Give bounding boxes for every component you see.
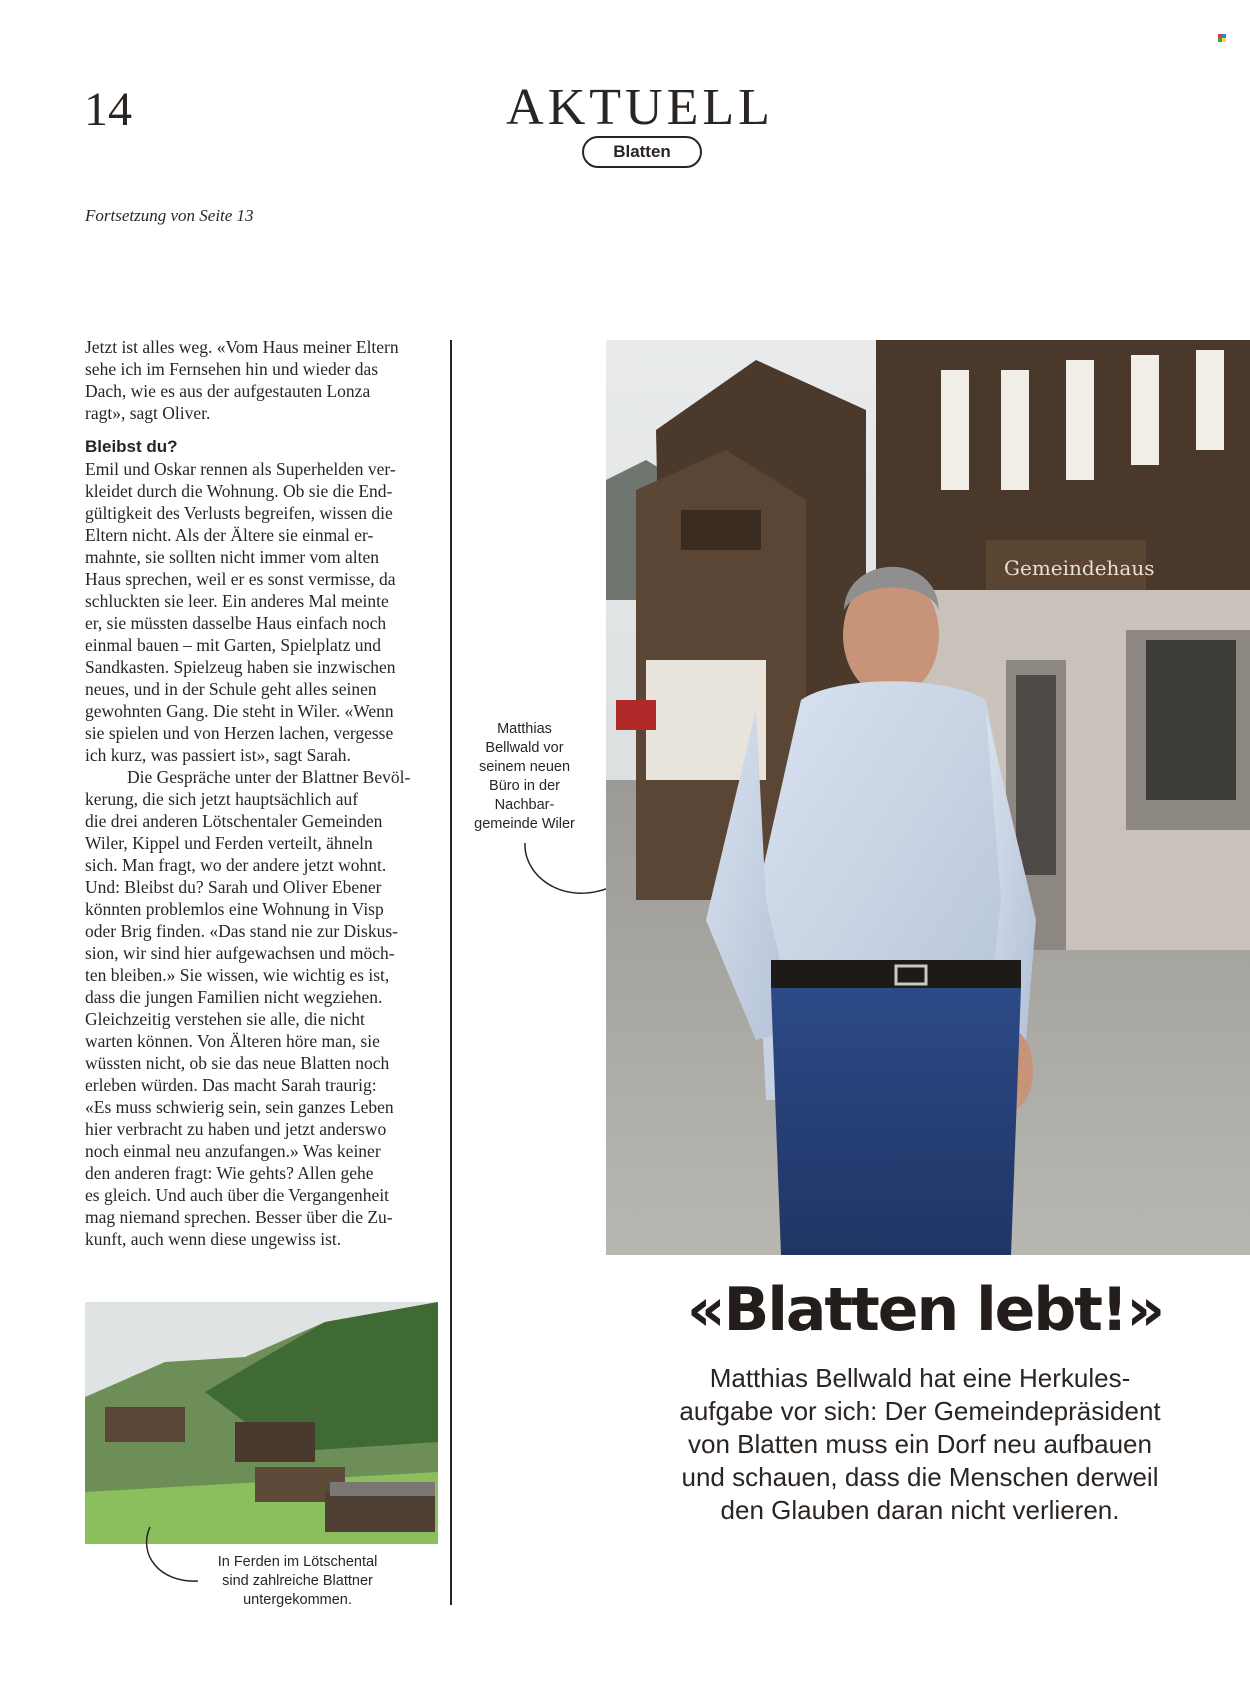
section-title: AKTUELL — [506, 79, 774, 136]
body-line: schluckten sie leer. Ein anderes Mal meinte — [85, 591, 389, 611]
body-line: wüssten nicht, ob sie das neue Blatten noch — [85, 1053, 390, 1073]
sign-text: Gemeindehaus — [1004, 556, 1155, 580]
body-line: könnten problemlos eine Wohnung in Visp — [85, 899, 384, 919]
body-line: oder Brig finden. «Das stand nie zur Diskus- — [85, 921, 398, 941]
body-line: noch einmal neu anzufangen.» Was keiner — [85, 1141, 381, 1161]
ferden-village-photo — [85, 1302, 438, 1544]
body-line: Und: Bleibst du? Sarah und Oliver Ebener — [85, 877, 382, 897]
body-line: warten können. Von Älteren höre man, sie — [85, 1031, 380, 1051]
print-color-mark — [1218, 34, 1226, 42]
paragraph-1 — [85, 336, 440, 424]
continuation-note: Fortsetzung von Seite 13 — [85, 206, 254, 225]
body-line: kleidet durch die Wohnung. Ob sie die End- — [85, 481, 393, 501]
body-line: die drei anderen Lötschentaler Gemeinden — [85, 811, 383, 831]
subheading: Bleibst du? — [85, 437, 178, 456]
body-line: Jetzt ist alles weg. «Vom Haus meiner Eltern — [85, 337, 399, 357]
caption-line: In Ferden im Lötschental — [217, 1554, 378, 1570]
body-line: «Es muss schwierig sein, sein ganzes Leben — [85, 1097, 394, 1117]
caption-line: Bellwald vor — [485, 740, 564, 756]
body-line: kunft, auch wenn diese ungewiss ist. — [85, 1229, 342, 1249]
paragraph-2 — [85, 458, 440, 766]
body-line: Haus sprechen, weil er es sonst vermisse, da — [85, 569, 396, 589]
body-line: neues, und in der Schule geht alles seinen — [85, 679, 377, 699]
deck-line: Matthias Bellwald hat eine Herkules- — [709, 1363, 1131, 1393]
body-line: Wiler, Kippel und Ferden verteilt, ähneln — [85, 833, 373, 853]
caption-line: Büro in der — [489, 778, 560, 794]
body-line: sion, wir sind hier aufgewachsen und möch- — [85, 943, 395, 963]
caption-line: gemeinde Wiler — [474, 816, 575, 832]
column-divider — [450, 340, 452, 1605]
body-line: Emil und Oskar rennen als Superhelden ver- — [85, 459, 396, 479]
caption-line: Matthias — [497, 721, 552, 737]
paragraph-3 — [85, 766, 440, 1250]
caption-line: seinem neuen — [478, 759, 571, 775]
caption-line: sind zahlreiche Blattner — [222, 1573, 373, 1589]
body-line: einmal bauen – mit Garten, Spielplatz und — [85, 635, 381, 655]
body-line: Sandkasten. Spielzeug haben sie inzwischen — [85, 657, 396, 677]
body-line: sie spielen und von Herzen lachen, vergesse — [85, 723, 394, 743]
body-line: den anderen fragt: Wie gehts? Allen gehe — [85, 1163, 374, 1183]
body-line: Die Gespräche unter der Blattner Bevöl- — [127, 767, 411, 787]
body-line: Gleichzeitig verstehen sie alle, die nicht — [85, 1009, 365, 1029]
body-line: sich. Man fragt, wo der andere jetzt wohnt. — [85, 855, 387, 875]
body-line: mag niemand sprechen. Besser über die Zu- — [85, 1207, 393, 1227]
body-line: es gleich. Und auch über die Vergangenheit — [85, 1185, 390, 1205]
deck-line: den Glauben daran nicht verlieren. — [720, 1495, 1120, 1525]
body-line: kerung, die sich jetzt hauptsächlich auf — [85, 789, 359, 809]
body-line: erleben würden. Das macht Sarah traurig: — [85, 1075, 377, 1095]
body-line: Eltern nicht. Als der Ältere sie einmal er- — [85, 525, 374, 545]
body-line: mahnte, sie sollten nicht immer vom alten — [85, 547, 380, 567]
portrait-photo — [606, 340, 1250, 1255]
body-line: dass die jungen Familien nicht wegziehen. — [85, 987, 383, 1007]
section-tag: Blatten — [582, 136, 702, 168]
deck-line: und schauen, dass die Menschen derweil — [681, 1462, 1159, 1492]
deck-text — [640, 1362, 1200, 1527]
caption-line: Nachbar- — [494, 797, 555, 813]
body-line: sehe ich im Fernsehen hin und wieder das — [85, 359, 379, 379]
page-number: 14 — [84, 83, 132, 136]
body-line: Dach, wie es aus der aufgestauten Lonza — [85, 381, 371, 401]
deck-line: aufgabe vor sich: Der Gemeindepräsident — [679, 1396, 1161, 1426]
body-line: er, sie müssten dasselbe Haus einfach noch — [85, 613, 387, 633]
body-line: gewohnten Gang. Die steht in Wiler. «Wenn — [85, 701, 394, 721]
deck-line: von Blatten muss ein Dorf neu aufbauen — [688, 1429, 1152, 1459]
body-line: ragt», sagt Oliver. — [85, 403, 211, 423]
article-body — [85, 336, 440, 1250]
photo-caption-small — [190, 1553, 405, 1610]
body-line: gültigkeit des Verlusts begreifen, wissen die — [85, 503, 393, 523]
caption-line: untergekommen. — [243, 1592, 352, 1608]
body-line: ich kurz, was passiert ist», sagt Sarah. — [85, 745, 351, 765]
body-line: ten bleiben.» Sie wissen, wie wichtig es ist, — [85, 965, 390, 985]
headline: «Blatten lebt!» — [686, 1275, 1164, 1345]
photo-caption-main — [462, 720, 587, 834]
body-line: hier verbracht zu haben und jetzt anderswo — [85, 1119, 387, 1139]
